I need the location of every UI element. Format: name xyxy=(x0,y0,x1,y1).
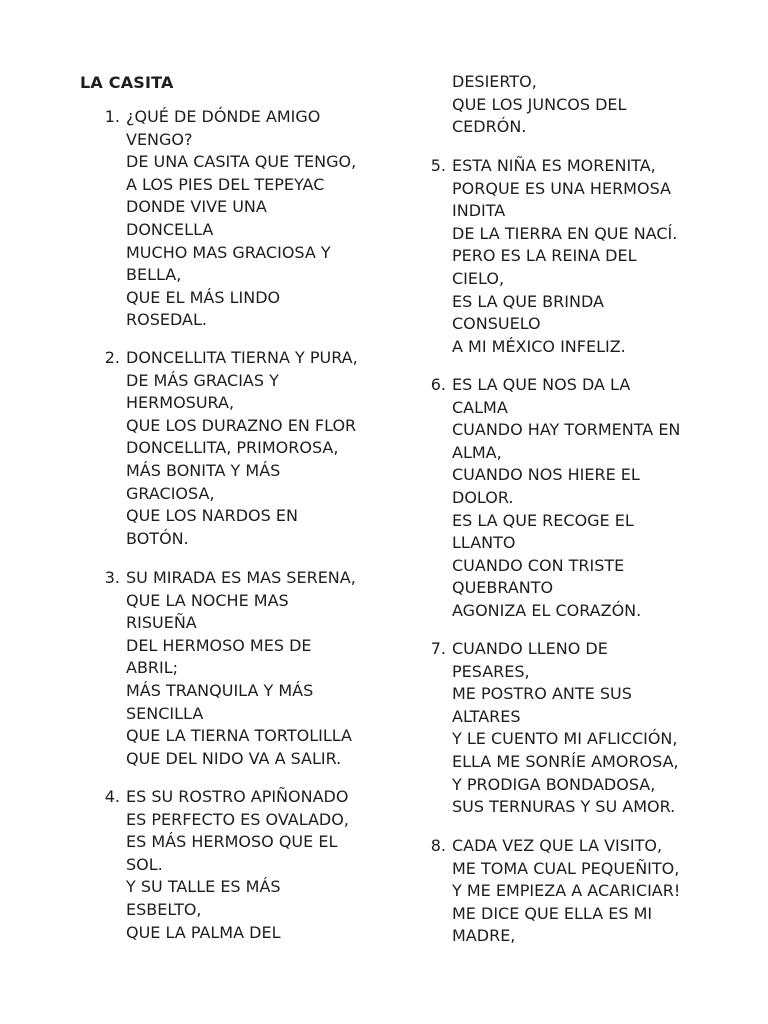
verse-line: PERO ES LA REINA DEL xyxy=(452,246,637,266)
verse-line: Y LE CUENTO MI AFLICCIÓN, xyxy=(452,729,678,749)
verse-line: Y ME EMPIEZA A ACARICIAR! xyxy=(452,881,681,901)
verse-line: CALMA xyxy=(452,397,508,417)
verse-line: GRACIOSA, xyxy=(126,483,215,503)
verse-line: Y PRODIGA BONDADOSA, xyxy=(452,774,656,794)
verse-line: INDITA xyxy=(452,201,506,221)
verse-line: ES LA QUE NOS DA LA xyxy=(452,375,631,394)
verse-line: QUE LA PALMA DEL xyxy=(126,922,281,942)
verse-number: 6. xyxy=(430,375,446,394)
verse-line: CUANDO NOS HIERE EL xyxy=(452,465,640,485)
verse-line: CIELO, xyxy=(452,268,505,288)
verse-line: QUEBRANTO xyxy=(452,578,554,598)
verse-line: QUE LOS DURAZNO EN FLOR xyxy=(126,415,357,435)
verse-line: DONCELLA xyxy=(126,219,214,239)
verse-lines xyxy=(452,638,679,819)
verse-line: AGONIZA EL CORAZÓN. xyxy=(452,600,642,620)
verse-number: 8. xyxy=(430,836,446,855)
verse-line: A MI MÉXICO INFELIZ. xyxy=(452,336,626,356)
verse-line: DE UNA CASITA QUE TENGO, xyxy=(126,152,357,172)
verse-line: ES MÁS HERMOSO QUE EL xyxy=(126,832,338,852)
verse-line: DONCELLITA TIERNA Y PURA, xyxy=(126,348,358,367)
verse-line: SUS TERNURAS Y SU AMOR. xyxy=(452,797,676,817)
verse-line: CONSUELO xyxy=(452,314,541,334)
verse-line: A LOS PIES DEL TEPEYAC xyxy=(126,174,325,194)
verse-line: ROSEDAL. xyxy=(126,310,207,330)
verse-line: QUE LA TIERNA TORTOLILLA xyxy=(126,726,352,746)
verse-line: ES PERFECTO ES OVALADO, xyxy=(126,809,349,829)
verse-line: CADA VEZ QUE LA VISITO, xyxy=(452,836,663,855)
verse-line: ME POSTRO ANTE SUS xyxy=(452,684,632,704)
verse-line: QUE EL MÁS LINDO xyxy=(126,287,281,307)
verse-number: 5. xyxy=(430,156,446,175)
verse-lines xyxy=(452,71,626,139)
verse-number: 3. xyxy=(104,568,120,587)
verse-line: ES SU ROSTRO APIÑONADO xyxy=(126,787,349,806)
verse-line: QUE LA NOCHE MAS xyxy=(126,590,289,610)
verse-line: MÁS TRANQUILA Y MÁS xyxy=(126,680,314,700)
verse-lines xyxy=(126,786,349,944)
verse-line: HERMOSURA, xyxy=(126,393,235,413)
verse-line: ABRIL; xyxy=(126,658,179,678)
verse-line: BELLA, xyxy=(126,265,182,285)
verse-line: SU MIRADA ES MAS SERENA, xyxy=(126,568,356,587)
verse-lines xyxy=(452,835,680,948)
verse-line: MÁS BONITA Y MÁS xyxy=(126,460,281,480)
document-title: LA CASITA xyxy=(80,73,174,92)
verse-line: CUANDO LLENO DE xyxy=(452,639,608,658)
verse-line: MUCHO MAS GRACIOSA Y xyxy=(126,242,331,262)
verse-line: BOTÓN. xyxy=(126,528,189,548)
verse-line: SOL. xyxy=(126,854,163,874)
verse-line: MADRE, xyxy=(452,926,516,946)
verse-line: ME DICE QUE ELLA ES MI xyxy=(452,903,653,923)
verse-line: LLANTO xyxy=(452,533,516,553)
verse-line: VENGO? xyxy=(126,129,193,149)
verse-lines xyxy=(126,347,358,550)
verse-line: QUE LOS JUNCOS DEL xyxy=(452,94,627,114)
verse-line: ELLA ME SONRÍE AMOROSA, xyxy=(452,751,679,771)
verse-line: ALTARES xyxy=(452,706,521,726)
verse-line: ¿QUÉ DE DÓNDE AMIGO xyxy=(126,107,321,126)
verse-line: RISUEÑA xyxy=(126,613,197,633)
verse-line: ES LA QUE BRINDA xyxy=(452,291,604,311)
verse-number: 7. xyxy=(430,639,446,658)
verse-line: ES LA QUE RECOGE EL xyxy=(452,510,634,530)
verse-number: 1. xyxy=(104,107,120,126)
verse-line: CUANDO HAY TORMENTA EN xyxy=(452,420,681,440)
verse-line: DONDE VIVE UNA xyxy=(126,197,267,217)
verse-lines xyxy=(126,106,356,332)
verse-line: ME TOMA CUAL PEQUEÑITO, xyxy=(452,858,680,878)
verse-line: DE LA TIERRA EN QUE NACÍ. xyxy=(452,223,678,243)
verse-lines xyxy=(452,155,677,358)
verse-line: ALMA, xyxy=(452,442,502,462)
verse-line: PESARES, xyxy=(452,661,530,681)
verse-line: DEL HERMOSO MES DE xyxy=(126,635,312,655)
verse-lines xyxy=(126,567,356,770)
verse-line: QUE LOS NARDOS EN xyxy=(126,506,298,526)
verse-line: PORQUE ES UNA HERMOSA xyxy=(452,178,671,198)
verse-line: CUANDO CON TRISTE xyxy=(452,555,625,575)
verse-number: 2. xyxy=(104,348,120,367)
verse-line: DE MÁS GRACIAS Y xyxy=(126,370,279,390)
verse-line: SENCILLA xyxy=(126,703,204,723)
verse-line: ESBELTO, xyxy=(126,899,202,919)
verse-number: 4. xyxy=(104,787,120,806)
verse-line: QUE DEL NIDO VA A SALIR. xyxy=(126,748,342,768)
verse-line: DESIERTO, xyxy=(452,72,537,91)
verse-lines xyxy=(452,374,680,623)
verse-line: DOLOR. xyxy=(452,487,514,507)
verse-line: ESTA NIÑA ES MORENITA, xyxy=(452,156,656,175)
verse-line: CEDRÓN. xyxy=(452,117,527,137)
verse-line: DONCELLITA, PRIMOROSA, xyxy=(126,438,339,458)
verse-line: Y SU TALLE ES MÁS xyxy=(126,877,281,897)
